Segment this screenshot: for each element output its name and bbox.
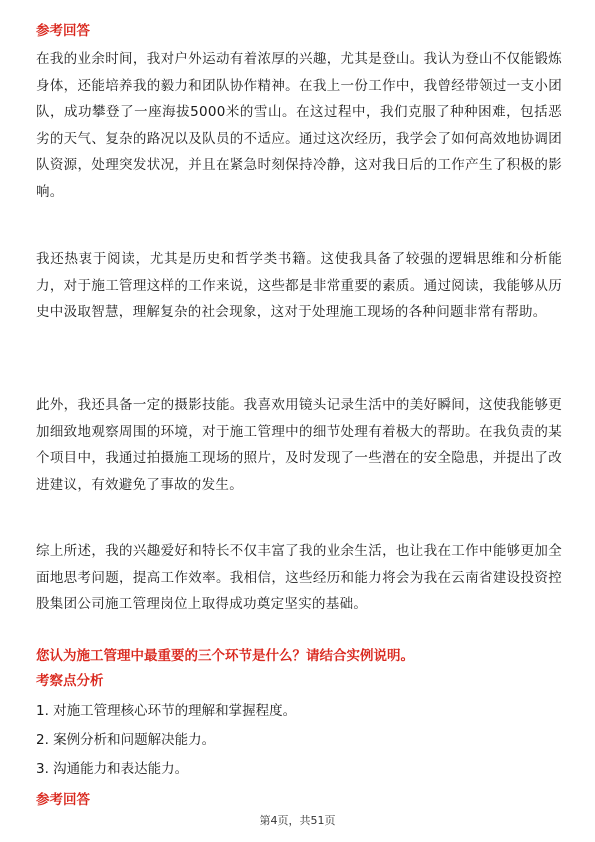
analysis-item-3: 3. 沟通能力和表达能力。 (36, 761, 189, 777)
paragraph-summary: 综上所述，我的兴趣爱好和特长不仅丰富了我的业余生活，也让我在工作中能够更加全面地思考问题，提高工作效率。我相信，这些经历和能力将会为我在云南省建设投资控股集团公司施工管理岗位上取得成功奠定坚实的基础。 (36, 543, 562, 612)
analysis-item-1: 1. 对施工管理核心环节的理解和掌握程度。 (36, 703, 297, 719)
paragraph-reading: 我还热衷于阅读，尤其是历史和哲学类书籍。这使我具备了较强的逻辑思维和分析能力，对于施工管理这样的工作来说，这些都是非常重要的素质。通过阅读，我能够从历史中汲取智慧，理解复杂的社会现象，这对于处理施工现场的各种问题非常有帮助。 (36, 251, 562, 320)
answer-heading-bottom: 参考回答 (36, 792, 90, 808)
page-number: 第4页，共51页 (259, 814, 336, 827)
question-title: 您认为施工管理中最重要的三个环节是什么？请结合实例说明。 (36, 648, 414, 664)
analysis-heading: 考察点分析 (36, 673, 104, 689)
answer-heading: 参考回答 (36, 23, 90, 39)
analysis-item-2: 2. 案例分析和问题解决能力。 (36, 732, 216, 748)
paragraph-photography: 此外，我还具备一定的摄影技能。我喜欢用镜头记录生活中的美好瞬间，这使我能够更加细致地观察周围的环境，对于施工管理中的细节处理有着极大的帮助。在我负责的某个项目中，我通过拍摄施工现场的照片，及时发现了一些潜在的安全隐患，并提出了改进建议，有效避免了事故的发生。 (36, 397, 562, 493)
paragraph-hiking: 在我的业余时间，我对户外运动有着浓厚的兴趣，尤其是登山。我认为登山不仅能锻炼身体，还能培养我的毅力和团队协作精神。在我上一份工作中，我曾经带领过一支小团队，成功攀登了一座海拔5000米的雪山。在这过程中，我们克服了种种困难，包括恶劣的天气、复杂的路况以及队员的不适应。通过这次经历，我学会了如何高效地协调团队资源，处理突发状况，并且在紧急时刻保持冷静，这对我日后的工作产生了积极的影响。 (36, 51, 562, 200)
